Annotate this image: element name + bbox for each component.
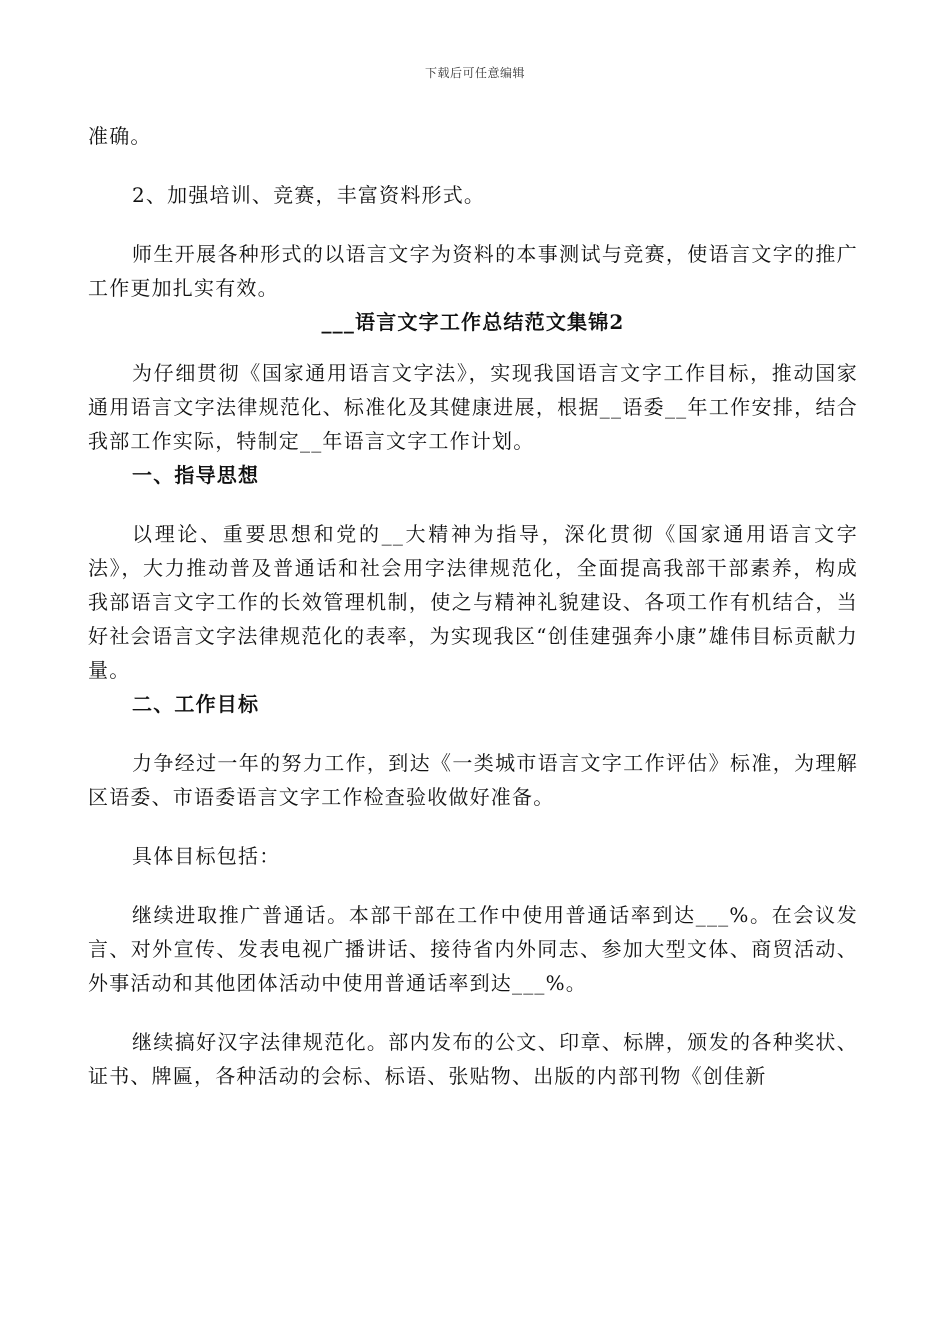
paragraph-character-standardization: 继续搞好汉字法律规范化。部内发布的公文、印章、标牌，颁发的各种奖状、证书、牌匾，各种活动的会标、标语、张贴物、出版的内部刊物《创佳新	[88, 1030, 858, 1088]
paragraph-item-2-body: 师生开展各种形式的以语言文字为资料的本事测试与竞赛，使语言文字的推广工作更加扎实有效。	[88, 242, 858, 300]
paragraph-work-goals: 力争经过一年的努力工作，到达《一类城市语言文字工作评估》标准，为理解区语委、市语委语言文字工作检查验收做好准备。	[88, 751, 858, 809]
page-header: 下载后可任意编辑	[424, 66, 525, 80]
paragraph-intro: 为仔细贯彻《国家通用语言文字法》，实现我国语言文字工作目标，推动国家通用语言文字法律规范化、标准化及其健康进展，根据__语委__年工作安排，结合我部工作实际，特制定__年语言文字工作计划。	[88, 361, 858, 453]
paragraph-continuation: 准确。	[88, 124, 152, 148]
document-body	[88, 119, 858, 1093]
paragraph-guiding-thought: 以理论、重要思想和党的__大精神为指导，深化贯彻《国家通用语言文字法》，大力推动普及普通话和社会用字法律规范化，全面提高我部干部素养，构成我部语言文字工作的长效管理机制，使之与精神礼貌建设、各项工作有机结合，当好社会语言文字法律规范化的表率，为实现我区“创佳建强奔小康”雄伟目标贡献力量。	[88, 522, 858, 682]
paragraph-specific-goals-label: 具体目标包括：	[132, 844, 281, 868]
section-title: ___语言文字工作总结范文集锦2	[321, 310, 625, 334]
heading-guiding-thought: 一、指导思想	[132, 463, 260, 487]
paragraph-putonghua: 继续进取推广普通话。本部干部在工作中使用普通话率到达___%。在会议发言、对外宣传、发表电视广播讲话、接待省内外同志、参加大型文体、商贸活动、外事活动和其他团体活动中使用普通话率到达___%。	[88, 903, 858, 995]
heading-work-goals: 二、工作目标	[132, 692, 260, 716]
paragraph-item-2: 2、加强培训、竞赛，丰富资料形式。	[132, 183, 486, 207]
